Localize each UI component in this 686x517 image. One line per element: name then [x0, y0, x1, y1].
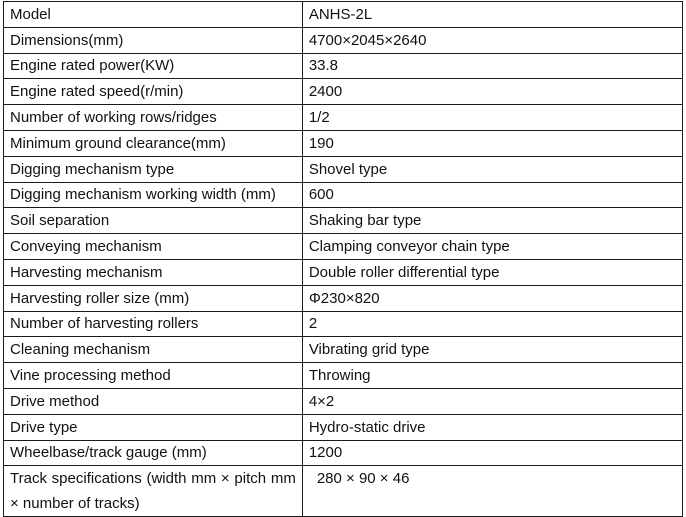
row-value: 280 × 90 × 46	[302, 466, 682, 517]
row-label: Minimum ground clearance(mm)	[4, 130, 303, 156]
row-value: Double roller differential type	[302, 259, 682, 285]
table-row	[4, 285, 683, 311]
table-row	[4, 27, 683, 53]
table-row	[4, 53, 683, 79]
row-label: Engine rated power(KW)	[4, 53, 303, 79]
row-value: Vibrating grid type	[302, 337, 682, 363]
row-label: Drive method	[4, 388, 303, 414]
row-label: Model	[4, 2, 303, 28]
row-label: Dimensions(mm)	[4, 27, 303, 53]
spec-table-body	[4, 2, 683, 517]
table-row	[4, 156, 683, 182]
spec-table	[3, 1, 683, 517]
row-value: 2	[302, 311, 682, 337]
row-label: Digging mechanism working width (mm)	[4, 182, 303, 208]
table-row	[4, 130, 683, 156]
table-row	[4, 234, 683, 260]
row-value: 600	[302, 182, 682, 208]
row-label: Wheelbase/track gauge (mm)	[4, 440, 303, 466]
row-value: 4700×2045×2640	[302, 27, 682, 53]
row-value: Clamping conveyor chain type	[302, 234, 682, 260]
table-row	[4, 182, 683, 208]
row-label: Harvesting mechanism	[4, 259, 303, 285]
row-value: Hydro-static drive	[302, 414, 682, 440]
row-label: Track specifications (width mm × pitch mm × number of tracks)	[4, 466, 303, 517]
row-label: Cleaning mechanism	[4, 337, 303, 363]
row-label: Drive type	[4, 414, 303, 440]
row-value: 4×2	[302, 388, 682, 414]
table-row	[4, 105, 683, 131]
table-row	[4, 337, 683, 363]
table-row	[4, 466, 683, 517]
row-value: 2400	[302, 79, 682, 105]
row-value: ANHS-2L	[302, 2, 682, 28]
table-row	[4, 259, 683, 285]
table-row	[4, 311, 683, 337]
table-row	[4, 440, 683, 466]
row-value: 190	[302, 130, 682, 156]
row-label: Conveying mechanism	[4, 234, 303, 260]
row-value: 33.8	[302, 53, 682, 79]
row-value: 1200	[302, 440, 682, 466]
row-value: Shaking bar type	[302, 208, 682, 234]
table-row	[4, 79, 683, 105]
table-row	[4, 363, 683, 389]
table-row	[4, 208, 683, 234]
row-label: Digging mechanism type	[4, 156, 303, 182]
table-row	[4, 388, 683, 414]
row-label: Engine rated speed(r/min)	[4, 79, 303, 105]
row-label: Vine processing method	[4, 363, 303, 389]
row-label: Number of harvesting rollers	[4, 311, 303, 337]
row-value: Shovel type	[302, 156, 682, 182]
row-label: Harvesting roller size (mm)	[4, 285, 303, 311]
row-value: Φ230×820	[302, 285, 682, 311]
row-value: Throwing	[302, 363, 682, 389]
row-label: Number of working rows/ridges	[4, 105, 303, 131]
table-row	[4, 414, 683, 440]
row-label: Soil separation	[4, 208, 303, 234]
table-row	[4, 2, 683, 28]
row-value: 1/2	[302, 105, 682, 131]
